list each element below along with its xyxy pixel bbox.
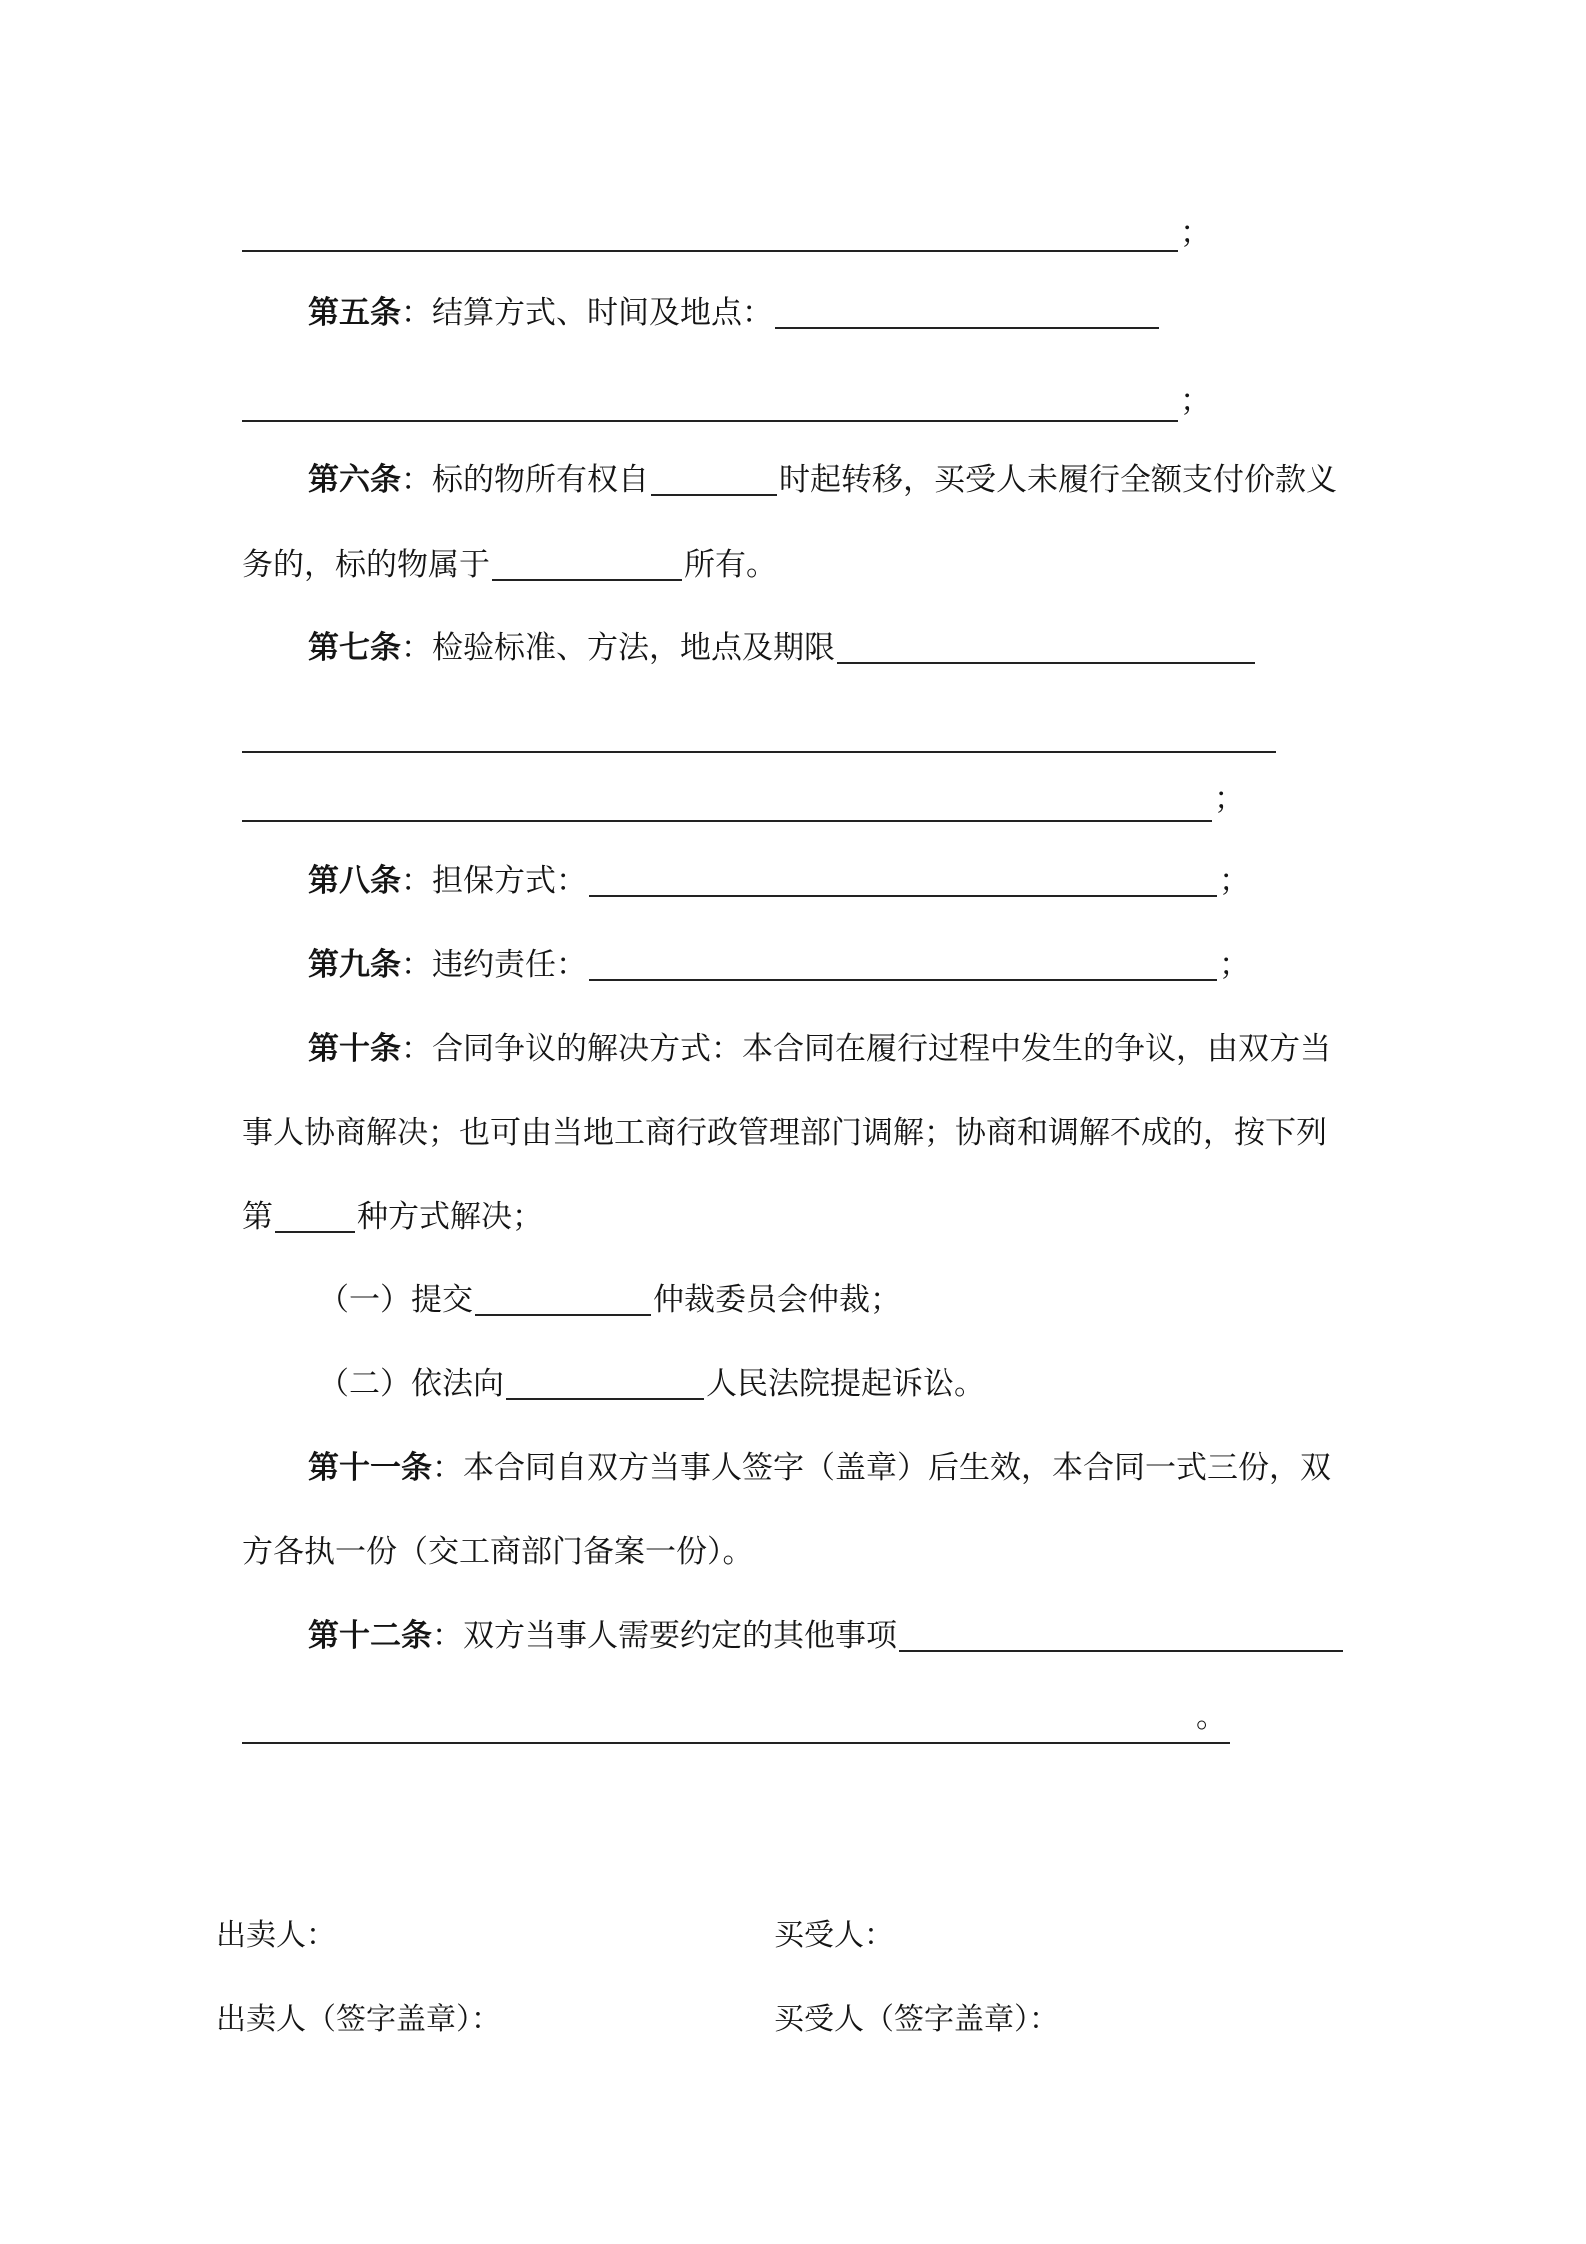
semicolon: ； bbox=[1180, 215, 1211, 251]
option-2 bbox=[318, 1363, 985, 1405]
article-text: ：结算方式、时间及地点： bbox=[401, 295, 773, 331]
article-text: ：违约责任： bbox=[401, 947, 587, 983]
article-label: 第十条 bbox=[308, 1031, 401, 1067]
article-10-cont bbox=[242, 1112, 1327, 1154]
article-text: 第 bbox=[242, 1199, 273, 1235]
article-9 bbox=[308, 944, 1250, 986]
semicolon: ； bbox=[1219, 947, 1250, 983]
fill-line[interactable] bbox=[242, 1742, 1230, 1744]
fill-blank[interactable] bbox=[492, 549, 682, 581]
article-text: ：担保方式： bbox=[401, 863, 587, 899]
article-label: 第五条 bbox=[308, 295, 401, 331]
fill-line[interactable] bbox=[242, 250, 1178, 252]
article-text: ：检验标准、方法，地点及期限 bbox=[401, 630, 835, 666]
article-label: 第九条 bbox=[308, 947, 401, 983]
fill-blank[interactable] bbox=[589, 865, 1217, 897]
period: 。 bbox=[1196, 1699, 1227, 1735]
buyer-signature-label: 买受人（签字盖章）： bbox=[774, 2002, 1059, 2037]
fill-line[interactable] bbox=[242, 420, 1178, 422]
article-8 bbox=[308, 860, 1250, 902]
article-text: 时起转移，买受人未履行全额支付价款义 bbox=[779, 462, 1337, 498]
seller-signature-label: 出卖人（签字盖章）： bbox=[216, 2002, 501, 2037]
option-1 bbox=[318, 1279, 901, 1321]
option-text: 仲裁委员会仲裁； bbox=[653, 1282, 901, 1318]
article-label: 第十二条 bbox=[308, 1618, 432, 1654]
article-5 bbox=[308, 292, 1161, 334]
fill-blank[interactable] bbox=[475, 1284, 651, 1316]
article-label: 第六条 bbox=[308, 462, 401, 498]
article-7 bbox=[308, 627, 1257, 669]
option-text: 人民法院提起诉讼。 bbox=[706, 1366, 985, 1402]
option-text: （二）依法向 bbox=[318, 1366, 504, 1402]
fill-line[interactable] bbox=[242, 820, 1212, 822]
fill-blank[interactable] bbox=[651, 464, 777, 496]
article-text: 种方式解决； bbox=[357, 1199, 543, 1235]
fill-blank[interactable] bbox=[837, 632, 1255, 664]
option-text: （一）提交 bbox=[318, 1282, 473, 1318]
fill-blank[interactable] bbox=[899, 1620, 1343, 1652]
article-text: 事人协商解决；也可由当地工商行政管理部门调解；协商和调解不成的，按下列 bbox=[242, 1115, 1327, 1151]
article-label: 第七条 bbox=[308, 630, 401, 666]
article-11 bbox=[308, 1447, 1331, 1489]
article-10-cont bbox=[242, 1196, 543, 1238]
semicolon: ； bbox=[1214, 781, 1245, 817]
article-text: ：本合同自双方当事人签字（盖章）后生效，本合同一式三份，双 bbox=[432, 1450, 1331, 1486]
seller-label: 出卖人： bbox=[216, 1918, 336, 1953]
article-6 bbox=[308, 459, 1337, 501]
article-text: ：合同争议的解决方式：本合同在履行过程中发生的争议，由双方当 bbox=[401, 1031, 1331, 1067]
article-10 bbox=[308, 1028, 1331, 1070]
fill-blank[interactable] bbox=[589, 949, 1217, 981]
article-text: ：双方当事人需要约定的其他事项 bbox=[432, 1618, 897, 1654]
semicolon: ； bbox=[1180, 383, 1211, 419]
article-label: 第八条 bbox=[308, 863, 401, 899]
article-text: 务的，标的物属于 bbox=[242, 547, 490, 583]
buyer-label: 买受人： bbox=[774, 1918, 894, 1953]
article-label: 第十一条 bbox=[308, 1450, 432, 1486]
fill-line[interactable] bbox=[242, 751, 1276, 753]
fill-blank[interactable] bbox=[775, 297, 1159, 329]
fill-blank[interactable] bbox=[506, 1368, 704, 1400]
article-text: 方各执一份（交工商部门备案一份）。 bbox=[242, 1534, 754, 1570]
semicolon: ； bbox=[1219, 863, 1250, 899]
fill-blank[interactable] bbox=[275, 1201, 355, 1233]
article-12 bbox=[308, 1615, 1345, 1657]
article-text: ：标的物所有权自 bbox=[401, 462, 649, 498]
article-11-cont bbox=[242, 1531, 754, 1573]
article-6-cont bbox=[242, 544, 777, 586]
article-text: 所有。 bbox=[684, 547, 777, 583]
